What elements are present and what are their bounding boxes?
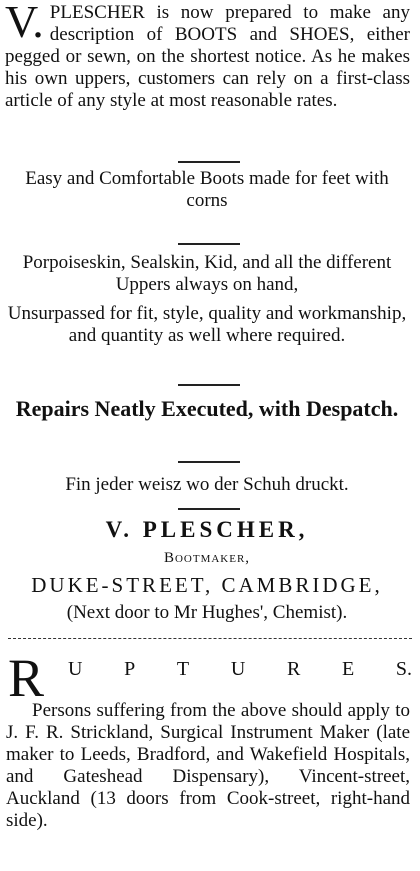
ruptures-heading [8,648,412,708]
heading-letter: S. [395,658,412,680]
heading-letter: E [341,658,355,680]
heading-letter: P [124,658,136,680]
location-note: (Next door to Mr Hughes', Chemist). [66,602,348,623]
comfortable-boots-line: Easy and Comfortable Boots made for feet with corns [25,168,389,211]
dropcap-r: R [8,648,45,708]
repairs-heading: Repairs Neatly Executed, with Despatch. [15,396,399,421]
plescher-signature: V. PLESCHER, [105,517,309,542]
heading-letter: T [176,658,190,680]
german-proverb: Fin jeder weisz wo der Schuh druckt. [65,474,349,495]
trade-title: Bootmaker, [163,550,251,566]
short-rule [178,508,240,510]
short-rule [178,384,240,386]
short-rule [178,161,240,163]
ruptures-paragraph: Persons suffering from the above should apply to J. F. R. Strickland, Surgical Instrument Maker (late maker to Leeds, Bradford, and Wakefield Hospitals, and Gateshead Dispensary), Vincent-street, Auckland (13 doors from Cook-street, right-hand side). [6,700,410,831]
unsurpassed-line: Unsurpassed for fit, style, quality and workmanship, and quantity as well where required. [7,303,407,346]
heading-letter: U [68,658,83,680]
plescher-intro-paragraph [5,2,410,112]
dropcap-v: V. [5,0,44,47]
ruptures-spaced-letters [68,657,412,681]
ad-divider [8,638,412,639]
heading-letter: U [230,658,246,680]
street-address: DUKE-STREET, CAMBRIDGE, [31,573,383,597]
short-rule [178,461,240,463]
short-rule [178,243,240,245]
heading-letter: R [286,658,301,680]
plescher-intro-text: PLESCHER is now prepared to make any description of BOOTS and SHOES, either pegged or sewn, on the shortest notice. As he makes his own uppers, customers can rely on a first-class article of any style at most reasonable rates. [5,2,410,111]
uppers-line: Porpoiseskin, Sealskin, Kid, and all the different Uppers always on hand, [22,252,392,295]
